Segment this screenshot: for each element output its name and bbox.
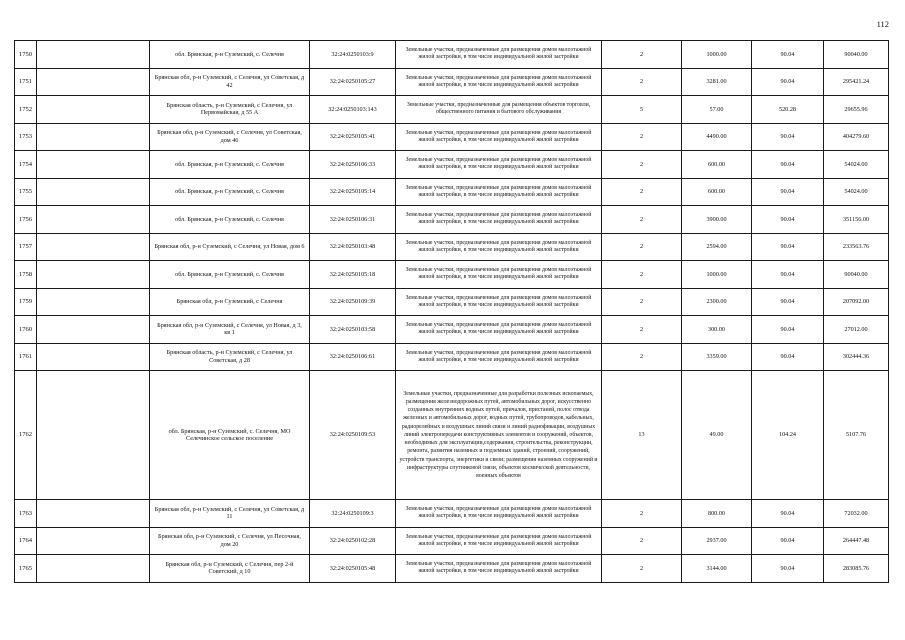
table-row <box>15 527 889 555</box>
rate-cell: 90.04 <box>752 68 824 96</box>
rate-cell: 520.28 <box>752 96 824 124</box>
row-number-cell: 1756 <box>15 206 37 234</box>
area-cell: 3144.00 <box>682 555 752 583</box>
cadastral-value-cell: 283085.76 <box>824 555 889 583</box>
cadastral-number-cell: 32:24:0250103:9 <box>310 41 396 69</box>
land-use-cell: Земельные участки, предназначенные для размещения домов малоэтажной жилой застройки, в том числе индивидуальной жилой застройки <box>396 41 602 69</box>
address-cell: Брянская обл, р-н Суземский, с Селечня, ул Новая, дом 6 <box>150 233 310 261</box>
table-row <box>15 555 889 583</box>
row-number-cell: 1762 <box>15 371 37 500</box>
rate-cell: 90.04 <box>752 316 824 344</box>
table-row <box>15 343 889 371</box>
group-cell: 2 <box>602 233 682 261</box>
cadastral-number-cell: 32:24:0250109:53 <box>310 371 396 500</box>
table-row <box>15 316 889 344</box>
cadastral-number-cell: 32:24:0250102:28 <box>310 527 396 555</box>
area-cell: 49.00 <box>682 371 752 500</box>
cadastral-value-cell: 5107.76 <box>824 371 889 500</box>
area-cell: 300.00 <box>682 316 752 344</box>
cadastral-value-cell: 264447.48 <box>824 527 889 555</box>
address-cell: Брянская область, р-н Суземский, с Селечня, ул Советская, д 28 <box>150 343 310 371</box>
empty-cell <box>37 41 150 69</box>
cadastral-value-cell: 54024.00 <box>824 151 889 179</box>
row-number-cell: 1757 <box>15 233 37 261</box>
cadastral-value-cell: 302444.36 <box>824 343 889 371</box>
area-cell: 1000.00 <box>682 41 752 69</box>
area-cell: 57.00 <box>682 96 752 124</box>
cadastral-number-cell: 32:24:0250103:143 <box>310 96 396 124</box>
cadastral-value-cell: 29655.96 <box>824 96 889 124</box>
cadastral-value-cell: 295421.24 <box>824 68 889 96</box>
cadastral-number-cell: 32:24:0250105:27 <box>310 68 396 96</box>
address-cell: Брянская область, р-н Суземский, с Селечня, ул Первомайская, д 55 А <box>150 96 310 124</box>
area-cell: 3900.00 <box>682 206 752 234</box>
empty-cell <box>37 123 150 151</box>
row-number-cell: 1759 <box>15 288 37 316</box>
address-cell: Брянская обл, р-н Суземский, с Селечня, ул Песочная, дом 20 <box>150 527 310 555</box>
cadastral-value-cell: 72032.00 <box>824 500 889 528</box>
cadastral-number-cell: 32:24:0250106:61 <box>310 343 396 371</box>
table-row <box>15 261 889 289</box>
address-cell: Брянская обл, р-н Суземский, с Селечня, пер 2-й Советский, д 10 <box>150 555 310 583</box>
cadastral-value-cell: 207092.00 <box>824 288 889 316</box>
address-cell: обл. Брянская, р-н Суземский, с. Селечня <box>150 178 310 206</box>
row-number-cell: 1750 <box>15 41 37 69</box>
cadastral-number-cell: 32:24:0250103:48 <box>310 233 396 261</box>
rate-cell: 90.04 <box>752 500 824 528</box>
row-number-cell: 1755 <box>15 178 37 206</box>
empty-cell <box>37 343 150 371</box>
address-cell: Брянская обл, р-н Суземский, с Селечня <box>150 288 310 316</box>
rate-cell: 90.04 <box>752 555 824 583</box>
land-use-cell: Земельные участки, предназначенные для размещения домов малоэтажной жилой застройки, в том числе индивидуальной жилой застройки <box>396 343 602 371</box>
area-cell: 600.00 <box>682 178 752 206</box>
land-use-cell: Земельные участки, предназначенные для размещения домов малоэтажной жилой застройки, в том числе индивидуальной жилой застройки <box>396 178 602 206</box>
rate-cell: 90.04 <box>752 527 824 555</box>
land-use-cell: Земельные участки, предназначенные для размещения домов малоэтажной жилой застройки, в том числе индивидуальной жилой застройки <box>396 500 602 528</box>
area-cell: 2300.00 <box>682 288 752 316</box>
land-use-cell: Земельные участки, предназначенные для размещения домов малоэтажной жилой застройки, в том числе индивидуальной жилой застройки <box>396 527 602 555</box>
table-row <box>15 233 889 261</box>
area-cell: 2937.00 <box>682 527 752 555</box>
rate-cell: 104.24 <box>752 371 824 500</box>
group-cell: 2 <box>602 123 682 151</box>
land-use-cell: Земельные участки, предназначенные для размещения домов малоэтажной жилой застройки, в том числе индивидуальной жилой застройки <box>396 288 602 316</box>
area-cell: 4490.00 <box>682 123 752 151</box>
group-cell: 2 <box>602 151 682 179</box>
table-row <box>15 288 889 316</box>
rate-cell: 90.04 <box>752 178 824 206</box>
table-row <box>15 41 889 69</box>
empty-cell <box>37 261 150 289</box>
row-number-cell: 1752 <box>15 96 37 124</box>
land-use-cell: Земельные участки, предназначенные для размещения домов малоэтажной жилой застройки, в том числе индивидуальной жилой застройки <box>396 68 602 96</box>
address-cell: обл. Брянская, р-н Суземский, с. Селечня, МО Селечинское сельское поселение <box>150 371 310 500</box>
row-number-cell: 1760 <box>15 316 37 344</box>
empty-cell <box>37 96 150 124</box>
group-cell: 2 <box>602 343 682 371</box>
empty-cell <box>37 206 150 234</box>
rate-cell: 90.04 <box>752 41 824 69</box>
cadastral-value-cell: 90040.00 <box>824 261 889 289</box>
cadastral-number-cell: 32:24:0250109:3 <box>310 500 396 528</box>
cadastral-number-cell: 32:24:0250106:33 <box>310 151 396 179</box>
table-row <box>15 500 889 528</box>
group-cell: 2 <box>602 41 682 69</box>
land-use-cell: Земельные участки, предназначенные для размещения домов малоэтажной жилой застройки, в том числе индивидуальной жилой застройки <box>396 316 602 344</box>
area-cell: 3281.00 <box>682 68 752 96</box>
land-use-cell: Земельные участки, предназначенные для размещения объектов торговли, общественного питания и бытового обслуживания <box>396 96 602 124</box>
rate-cell: 90.04 <box>752 206 824 234</box>
table-row <box>15 371 889 500</box>
cadastral-value-cell: 404279.60 <box>824 123 889 151</box>
row-number-cell: 1764 <box>15 527 37 555</box>
group-cell: 2 <box>602 500 682 528</box>
table-row <box>15 151 889 179</box>
land-use-cell: Земельные участки, предназначенные для разработки полезных ископаемых, размещения железнодорожных путей, автомобильных дорог, искусственно созданных внутренних водных путей, причалов, пристаней, полос отвода железных и автомобильных дорог, водных путей, трубопроводов, кабельных, радиорелейных и воздушных линий связи и линий радиофикации, воздушных линий электропередачи конструктивных элементов и сооружений, объектов, необходимых для эксплуатации,содержания, строительства, реконструкции, ремонта, развития наземных и подземных зданий, строений, сооружений, устройств транспорта, энергетики и связи; размещения наземных сооружений и инфраструктуры спутниковой связи, объектов космической деятельности, военных объектов <box>396 371 602 500</box>
empty-cell <box>37 68 150 96</box>
row-number-cell: 1753 <box>15 123 37 151</box>
group-cell: 2 <box>602 178 682 206</box>
table-row <box>15 206 889 234</box>
rate-cell: 90.04 <box>752 151 824 179</box>
address-cell: обл. Брянская, р-н Суземский, с. Селечня <box>150 261 310 289</box>
area-cell: 3359.00 <box>682 343 752 371</box>
address-cell: Брянская обл, р-н Суземский, с Селечня, ул Советская, дом 46 <box>150 123 310 151</box>
empty-cell <box>37 233 150 261</box>
land-use-cell: Земельные участки, предназначенные для размещения домов малоэтажной жилой застройки, в том числе индивидуальной жилой застройки <box>396 151 602 179</box>
cadastral-number-cell: 32:24:0250105:48 <box>310 555 396 583</box>
address-cell: обл. Брянская, р-н Суземский, с. Селечня <box>150 151 310 179</box>
group-cell: 2 <box>602 206 682 234</box>
empty-cell <box>37 288 150 316</box>
table-row <box>15 68 889 96</box>
empty-cell <box>37 371 150 500</box>
empty-cell <box>37 178 150 206</box>
land-use-cell: Земельные участки, предназначенные для размещения домов малоэтажной жилой застройки, в том числе индивидуальной жилой застройки <box>396 206 602 234</box>
table-row <box>15 178 889 206</box>
group-cell: 2 <box>602 316 682 344</box>
group-cell: 2 <box>602 261 682 289</box>
group-cell: 2 <box>602 288 682 316</box>
cadastral-value-table <box>14 40 889 583</box>
cadastral-value-cell: 233563.76 <box>824 233 889 261</box>
address-cell: обл. Брянская, р-н Суземский, с. Селечня <box>150 41 310 69</box>
rate-cell: 90.04 <box>752 288 824 316</box>
address-cell: обл. Брянская, р-н Суземский, с. Селечня <box>150 206 310 234</box>
cadastral-number-cell: 32:24:0250103:58 <box>310 316 396 344</box>
address-cell: Брянская обл, р-н Суземский, с Селечня, ул Новая, д 3, кв 1 <box>150 316 310 344</box>
empty-cell <box>37 527 150 555</box>
land-use-cell: Земельные участки, предназначенные для размещения домов малоэтажной жилой застройки, в том числе индивидуальной жилой застройки <box>396 261 602 289</box>
table-row <box>15 96 889 124</box>
cadastral-value-cell: 351156.00 <box>824 206 889 234</box>
group-cell: 13 <box>602 371 682 500</box>
rate-cell: 90.04 <box>752 261 824 289</box>
row-number-cell: 1758 <box>15 261 37 289</box>
rate-cell: 90.04 <box>752 343 824 371</box>
cadastral-number-cell: 32:24:0250109:39 <box>310 288 396 316</box>
group-cell: 2 <box>602 68 682 96</box>
row-number-cell: 1763 <box>15 500 37 528</box>
rate-cell: 90.04 <box>752 123 824 151</box>
area-cell: 2594.00 <box>682 233 752 261</box>
cadastral-number-cell: 32:24:0250105:41 <box>310 123 396 151</box>
row-number-cell: 1751 <box>15 68 37 96</box>
land-use-cell: Земельные участки, предназначенные для размещения домов малоэтажной жилой застройки, в том числе индивидуальной жилой застройки <box>396 123 602 151</box>
table-row <box>15 123 889 151</box>
empty-cell <box>37 500 150 528</box>
land-use-cell: Земельные участки, предназначенные для размещения домов малоэтажной жилой застройки, в том числе индивидуальной жилой застройки <box>396 233 602 261</box>
land-use-cell: Земельные участки, предназначенные для размещения домов малоэтажной жилой застройки, в том числе индивидуальной жилой застройки <box>396 555 602 583</box>
cadastral-number-cell: 32:24:0250105:14 <box>310 178 396 206</box>
area-cell: 600.00 <box>682 151 752 179</box>
empty-cell <box>37 151 150 179</box>
address-cell: Брянская обл, р-н Суземский, с Селечня, ул Советская, д 11 <box>150 500 310 528</box>
row-number-cell: 1765 <box>15 555 37 583</box>
row-number-cell: 1761 <box>15 343 37 371</box>
group-cell: 2 <box>602 555 682 583</box>
cadastral-number-cell: 32:24:0250105:18 <box>310 261 396 289</box>
empty-cell <box>37 316 150 344</box>
area-cell: 800.00 <box>682 500 752 528</box>
cadastral-value-cell: 90040.00 <box>824 41 889 69</box>
page-number: 112 <box>876 19 889 29</box>
group-cell: 2 <box>602 527 682 555</box>
cadastral-value-cell: 54024.00 <box>824 178 889 206</box>
group-cell: 5 <box>602 96 682 124</box>
area-cell: 1000.00 <box>682 261 752 289</box>
cadastral-value-cell: 27012.00 <box>824 316 889 344</box>
address-cell: Брянская обл, р-н Суземский, с Селечня, ул Советская, д 42 <box>150 68 310 96</box>
rate-cell: 90.04 <box>752 233 824 261</box>
cadastral-number-cell: 32:24:0250106:31 <box>310 206 396 234</box>
row-number-cell: 1754 <box>15 151 37 179</box>
empty-cell <box>37 555 150 583</box>
